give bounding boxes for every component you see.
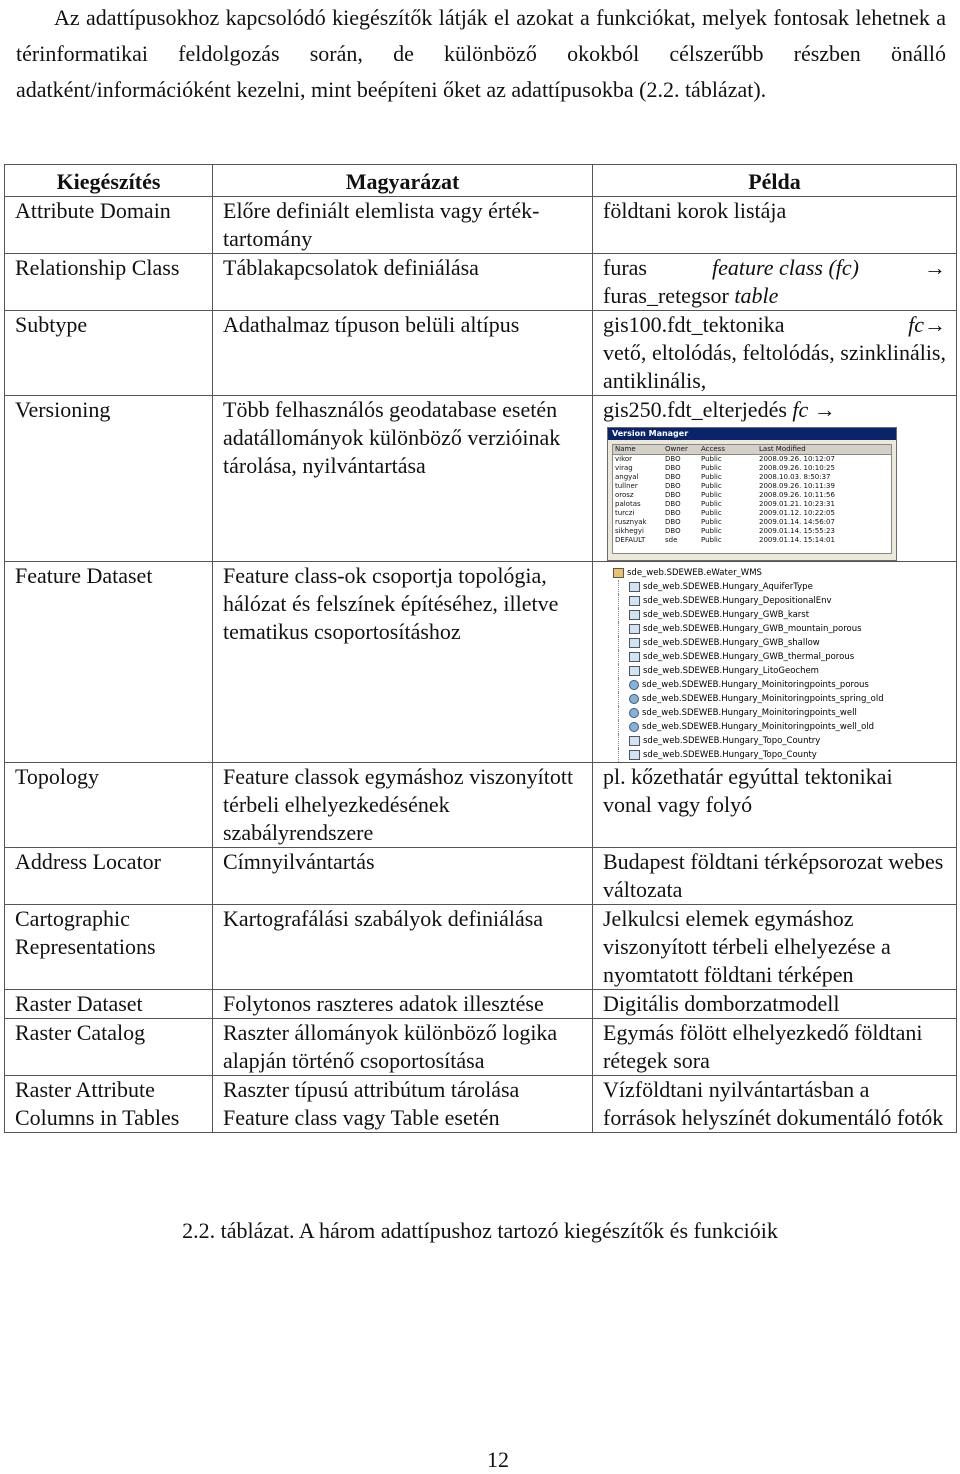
version-cell: DEFAULT <box>615 536 646 544</box>
cell-kiegeszites: Raster Dataset <box>5 990 213 1019</box>
cell-magyarazat: Feature classok egymáshoz viszonyított térbeli elhelyezkedésének szabályrendszere <box>213 763 593 848</box>
version-manager-header <box>613 445 891 455</box>
version-cell: 2009.01.14. 15:55:23 <box>759 527 835 535</box>
version-cell: DBO <box>665 464 681 472</box>
cell-magyarazat: Adathalmaz típuson belüli altípus <box>213 311 593 396</box>
version-row[interactable] <box>613 482 891 491</box>
cell-kiegeszites: Subtype <box>5 311 213 396</box>
tree-item[interactable] <box>618 622 946 636</box>
version-cell: 2008.09.26. 10:10:25 <box>759 464 835 472</box>
tree-item-label: sde_web.SDEWEB.Hungary_DepositionalEnv <box>643 596 832 606</box>
table-row <box>5 197 957 254</box>
table-header-row <box>5 165 957 197</box>
version-cell: Public <box>701 464 722 472</box>
arrow-icon: → <box>923 255 946 280</box>
table-row <box>5 562 957 763</box>
feature-class-icon <box>629 596 640 606</box>
tree-item[interactable] <box>618 650 946 664</box>
feature-class-icon <box>629 708 639 718</box>
version-manager-screenshot <box>607 427 897 561</box>
cell-pelda: Budapest földtani térképsorozat webes változata <box>593 848 957 905</box>
version-cell: DBO <box>665 455 681 463</box>
tree-root-label: sde_web.SDEWEB.eWater_WMS <box>627 568 762 578</box>
version-cell: 2009.01.12. 10:22:05 <box>759 509 835 517</box>
feature-class-icon <box>629 624 640 634</box>
cell-magyarazat: Címnyilvántartás <box>213 848 593 905</box>
version-row[interactable] <box>613 455 891 464</box>
extensions-table <box>4 164 957 1133</box>
tree-item[interactable] <box>618 636 946 650</box>
pelda-text: gis250.fdt_elterjedés <box>603 397 787 422</box>
header-pelda: Példa <box>593 165 957 197</box>
cell-magyarazat: Táblakapcsolatok definiálása <box>213 254 593 311</box>
dataset-icon <box>613 568 624 578</box>
feature-class-icon <box>629 722 639 732</box>
version-cell: DBO <box>665 491 681 499</box>
header-kiegeszites: Kiegészítés <box>5 165 213 197</box>
version-cell: Public <box>701 491 722 499</box>
tree-item-label: sde_web.SDEWEB.Hungary_GWB_karst <box>643 610 810 620</box>
version-cell: 2009.01.14. 15:14:01 <box>759 536 835 544</box>
tree-item-label: sde_web.SDEWEB.Hungary_AquiferType <box>643 582 813 592</box>
tree-item[interactable] <box>618 580 946 594</box>
tree-item-label: sde_web.SDEWEB.Hungary_Topo_County <box>643 750 817 760</box>
col-owner: Owner <box>665 445 688 453</box>
tree-item[interactable] <box>618 664 946 678</box>
version-cell: virag <box>615 464 633 472</box>
feature-dataset-tree <box>613 566 946 762</box>
version-manager-list <box>612 444 892 554</box>
cell-kiegeszites: Versioning <box>5 396 213 562</box>
tree-item-label: sde_web.SDEWEB.Hungary_Moinitoringpoints_well <box>642 708 857 718</box>
pelda-text: vető, eltolódás, feltolódás, szinklinális, antiklinális, <box>603 340 946 393</box>
version-row[interactable] <box>613 500 891 509</box>
version-cell: Public <box>701 527 722 535</box>
tree-item[interactable] <box>618 706 946 720</box>
pelda-text: gis100.fdt_tektonika <box>603 312 785 337</box>
version-cell: DBO <box>665 500 681 508</box>
table-row <box>5 396 957 562</box>
version-cell: DBO <box>665 509 681 517</box>
cell-pelda <box>593 562 957 763</box>
tree-item[interactable] <box>618 678 946 692</box>
feature-class-icon <box>629 582 640 592</box>
tree-item-label: sde_web.SDEWEB.Hungary_Moinitoringpoints_porous <box>642 680 869 690</box>
arrow-icon: → <box>924 312 946 337</box>
table-row <box>5 990 957 1019</box>
table-row <box>5 905 957 990</box>
version-cell: sde <box>665 536 678 544</box>
cell-kiegeszites: Feature Dataset <box>5 562 213 763</box>
table-caption: 2.2. táblázat. A három adattípushoz tartozó kiegészítők és funkcióik <box>182 1218 778 1243</box>
tree-item[interactable] <box>618 720 946 734</box>
table-row <box>5 1019 957 1076</box>
cell-pelda <box>593 311 957 396</box>
pelda-text: furas_retegsor <box>603 283 729 308</box>
col-last-modified: Last Modified <box>759 445 806 453</box>
cell-pelda: Vízföldtani nyilvántartásban a források helyszínét dokumentáló fotók <box>593 1076 957 1133</box>
version-row[interactable] <box>613 518 891 527</box>
version-cell: Public <box>701 500 722 508</box>
tree-item[interactable] <box>618 734 946 748</box>
cell-kiegeszites: Raster Catalog <box>5 1019 213 1076</box>
version-cell: rusznyak <box>615 518 647 526</box>
version-cell: vikor <box>615 455 633 463</box>
table-row <box>5 848 957 905</box>
cell-magyarazat: Kartografálási szabályok definiálása <box>213 905 593 990</box>
version-cell: palotas <box>615 500 641 508</box>
feature-class-icon <box>629 666 640 676</box>
version-row[interactable] <box>613 509 891 518</box>
pelda-italic: feature class (fc) <box>711 255 859 280</box>
version-cell: DBO <box>665 482 681 490</box>
version-cell: Public <box>701 482 722 490</box>
table-row <box>5 311 957 396</box>
tree-item-label: sde_web.SDEWEB.Hungary_Moinitoringpoints_spring_old <box>642 694 884 704</box>
tree-item-label: sde_web.SDEWEB.Hungary_GWB_mountain_porous <box>643 624 862 634</box>
cell-kiegeszites: Attribute Domain <box>5 197 213 254</box>
version-cell: Public <box>701 518 722 526</box>
tree-item-label: sde_web.SDEWEB.Hungary_LitoGeochem <box>643 666 819 676</box>
version-row[interactable] <box>613 491 891 500</box>
arrow-icon: → <box>813 397 836 422</box>
feature-class-icon <box>629 736 640 746</box>
version-cell: Public <box>701 509 722 517</box>
pelda-text: furas <box>603 255 647 280</box>
intro-paragraph: Az adattípusokhoz kapcsolódó kiegészítők látják el azokat a funkciókat, melyek fontosak lehetnek a térinformatikai feldolgozás során, de különböző okokból célszerűbb részben önálló adatként/információként kezelni, mint beépíteni őket az adattípusokba (2.2. táblázat). <box>16 5 946 102</box>
feature-class-icon <box>629 638 640 648</box>
version-cell: Public <box>701 473 722 481</box>
version-cell: orosz <box>615 491 634 499</box>
version-cell: Public <box>701 536 722 544</box>
tree-item[interactable] <box>618 692 946 706</box>
cell-pelda <box>593 396 957 562</box>
version-cell: 2008.10.03. 8:50:37 <box>759 473 831 481</box>
page-number: 12 <box>487 1447 509 1472</box>
version-cell: Public <box>701 455 722 463</box>
tree-item-label: sde_web.SDEWEB.Hungary_Moinitoringpoints_well_old <box>642 722 875 732</box>
cell-magyarazat: Több felhasználós geodatabase esetén adatállományok különböző verzióinak tárolása, nyilvántartása <box>213 396 593 562</box>
pelda-italic: fc <box>908 312 924 337</box>
version-cell: 2009.01.14. 14:56:07 <box>759 518 835 526</box>
version-row[interactable] <box>613 464 891 473</box>
feature-class-icon <box>629 680 639 690</box>
version-row[interactable] <box>613 473 891 482</box>
table-row <box>5 1076 957 1133</box>
feature-class-icon <box>629 652 640 662</box>
cell-pelda: Egymás fölött elhelyezkedő földtani rétegek sora <box>593 1019 957 1076</box>
cell-pelda: Jelkulcsi elemek egymáshoz viszonyított térbeli elhelyezése a nyomtatott földtani térképen <box>593 905 957 990</box>
version-cell: DBO <box>665 527 681 535</box>
version-cell: sikhegyi <box>615 527 644 535</box>
cell-magyarazat: Folytonos raszteres adatok illesztése <box>213 990 593 1019</box>
cell-magyarazat: Feature class-ok csoportja topológia, hálózat és felszínek építéséhez, illetve tematikus csoportosításhoz <box>213 562 593 763</box>
version-row[interactable] <box>613 527 891 536</box>
feature-class-icon <box>629 694 639 704</box>
cell-kiegeszites: Cartographic Representations <box>5 905 213 990</box>
tree-item-label: sde_web.SDEWEB.Hungary_GWB_shallow <box>643 638 820 648</box>
cell-pelda <box>593 254 957 311</box>
cell-pelda: földtani korok listája <box>593 197 957 254</box>
version-cell: DBO <box>665 473 681 481</box>
version-cell: 2009.01.21. 10:23:31 <box>759 500 835 508</box>
cell-kiegeszites: Address Locator <box>5 848 213 905</box>
tree-item[interactable] <box>618 608 946 622</box>
table-row <box>5 763 957 848</box>
cell-magyarazat: Raszter típusú attribútum tárolása Feature class vagy Table esetén <box>213 1076 593 1133</box>
cell-pelda: pl. kőzethatár egyúttal tektonikai vonal vagy folyó <box>593 763 957 848</box>
table-row <box>5 254 957 311</box>
feature-class-icon <box>629 610 640 620</box>
version-cell: 2008.09.26. 10:11:39 <box>759 482 835 490</box>
header-magyarazat: Magyarázat <box>213 165 593 197</box>
cell-magyarazat: Raszter állományok különböző logika alapján történő csoportosítása <box>213 1019 593 1076</box>
tree-item[interactable] <box>618 748 946 762</box>
pelda-italic: fc <box>792 397 809 422</box>
tree-root <box>613 566 946 580</box>
tree-item-label: sde_web.SDEWEB.Hungary_Topo_Country <box>643 736 821 746</box>
cell-kiegeszites: Raster Attribute Columns in Tables <box>5 1076 213 1133</box>
col-access: Access <box>701 445 725 453</box>
tree-item-label: sde_web.SDEWEB.Hungary_GWB_thermal_porous <box>643 652 855 662</box>
pelda-italic: table <box>734 283 779 308</box>
feature-class-icon <box>629 750 640 760</box>
version-cell: 2008.09.26. 10:11:56 <box>759 491 835 499</box>
version-cell: 2008.09.26. 10:12:07 <box>759 455 835 463</box>
cell-magyarazat: Előre definiált elemlista vagy érték-tartomány <box>213 197 593 254</box>
version-manager-title: Version Manager <box>608 428 896 440</box>
col-name: Name <box>615 445 636 453</box>
version-cell: turczi <box>615 509 635 517</box>
version-cell: DBO <box>665 518 681 526</box>
version-cell: tullner <box>615 482 638 490</box>
version-cell: angyal <box>615 473 639 481</box>
cell-kiegeszites: Relationship Class <box>5 254 213 311</box>
version-row[interactable] <box>613 536 891 545</box>
tree-item[interactable] <box>618 594 946 608</box>
cell-kiegeszites: Topology <box>5 763 213 848</box>
cell-pelda: Digitális domborzatmodell <box>593 990 957 1019</box>
